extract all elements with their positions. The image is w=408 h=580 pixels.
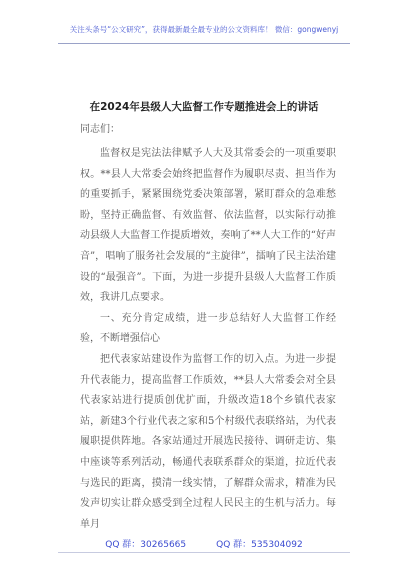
footer-contact [0, 537, 408, 550]
paragraph-intro: 监督权是宪法法律赋予人大及其常委会的一项重要职权。**县人大常委会始终把监督作为履职尽责、担当作为的重要抓手，紧紧围绕党委决策部署，紧盯群众的急难愁盼，坚持正确监督、有效监督、依法监督，以实际行动推动县级人大监督工作提质增效，奏响了**人大工作的“好声音”，唱响了服务社会发展的“主旋律”，擂响了民主法治建设的“最强音”。下面，为进一步提升县级人大监督工作质效，我讲几点要求。 [80, 148, 336, 304]
paragraph-section-1: 把代表家站建设作为监督工作的切入点。为进一步提升代表能力，提高监督工作质效，**县人大常委会对全县代表家站进行提质创优扩面，升级改造18个乡镇代表家站，新建3个行业代表之家和5个村级代表联络站，为代表履职提供阵地。各家站通过开展选民接待、调研走访、集中座谈等系列活动，畅通代表联系群众的渠道，拉近代表与选民的距离，摸清一线实情，了解群众需求，精准为民发声切实让群众感受到全过程人民民主的生机与活力。每单月 [80, 353, 336, 530]
footer-qq-group-1: QQ 群：30265665 [105, 540, 187, 550]
document-title: 在2024年县级人大监督工作专题推进会上的讲话 [89, 101, 319, 113]
footer-divider [58, 552, 350, 553]
footer-qq-group-2: QQ 群：535304092 [216, 540, 303, 550]
header-divider [58, 43, 350, 44]
section-heading-1: 一、充分肯定成绩，进一步总结好人大监督工作经验，不断增强信心 [80, 312, 336, 345]
header-promo-text: 关注头条号“公文研究”，获得最新最全最专业的公文资料库！ 微信：gongwenyj [69, 25, 339, 34]
salutation: 同志们： [80, 124, 120, 135]
document-body [80, 144, 336, 535]
